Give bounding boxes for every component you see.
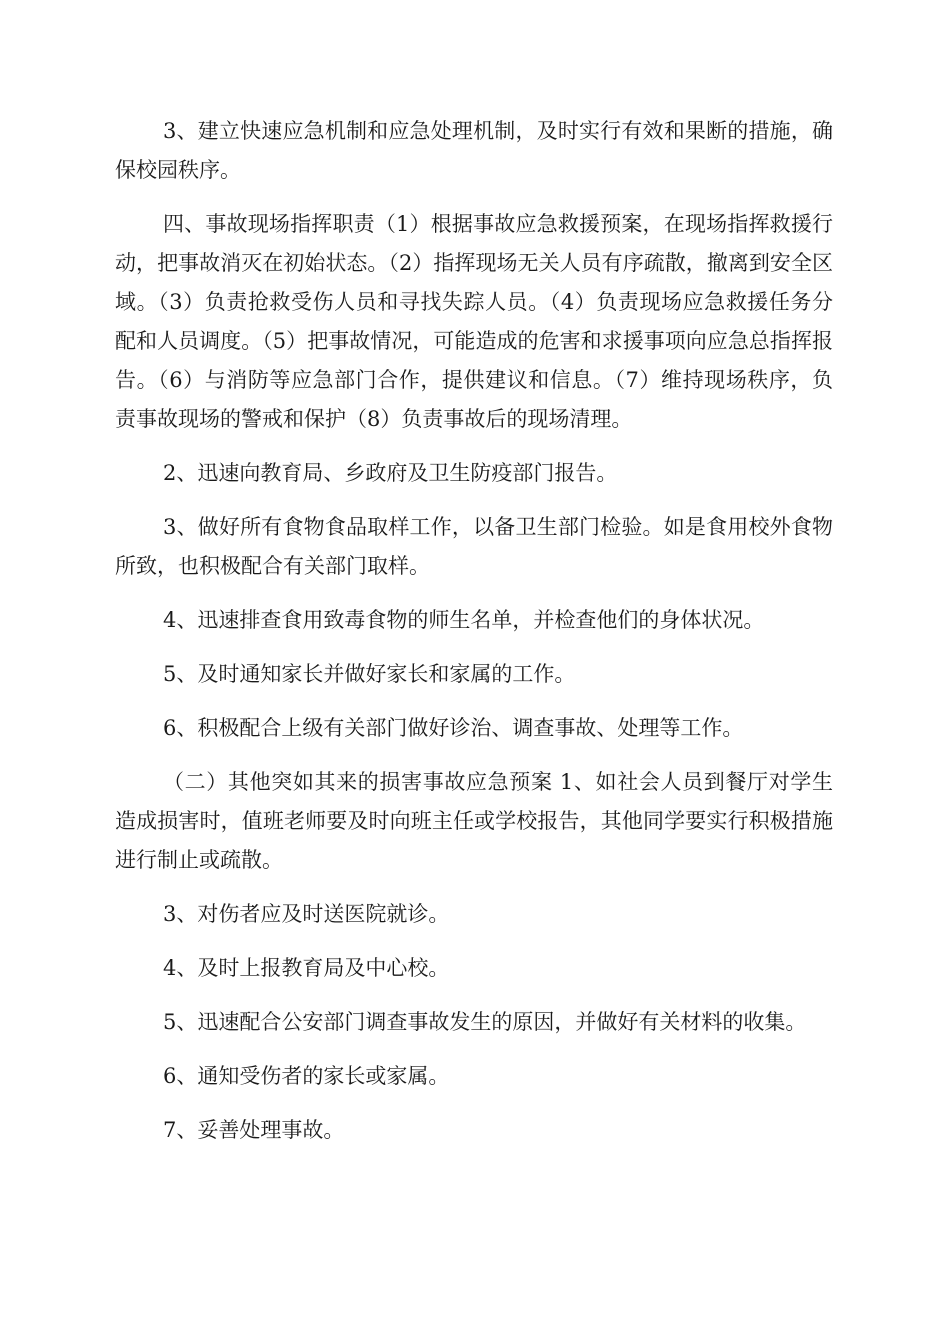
paragraph-3: 2、迅速向教育局、乡政府及卫生防疫部门报告。 — [163, 461, 618, 485]
paragraph-7: 6、积极配合上级有关部门做好诊治、调查事故、处理等工作。 — [163, 716, 744, 740]
paragraph-4: 3、做好所有食物食品取样工作，以备卫生部门检验。如是食用校外食物所致，也积极配合有关部门取样。 — [115, 515, 833, 578]
paragraph-5: 4、迅速排查食用致毒食物的师生名单，并检查他们的身体状况。 — [163, 608, 765, 632]
paragraph-9: 3、对伤者应及时送医院就诊。 — [163, 902, 450, 926]
document-body — [115, 112, 833, 1165]
paragraph-12: 6、通知受伤者的家长或家属。 — [163, 1064, 450, 1088]
paragraph-8: （二）其他突如其来的损害事故应急预案 1、如社会人员到餐厅对学生造成损害时，值班老师要及时向班主任或学校报告，其他同学要实行积极措施进行制止或疏散。 — [115, 770, 833, 872]
paragraph-6: 5、及时通知家长并做好家长和家属的工作。 — [163, 662, 576, 686]
paragraph-2: 四、事故现场指挥职责（1）根据事故应急救援预案，在现场指挥救援行动，把事故消灭在初始状态。（2）指挥现场无关人员有序疏散，撤离到安全区域。（3）负责抢救受伤人员和寻找失踪人员。（4）负责现场应急救援任务分配和人员调度。（5）把事故情况，可能造成的危害和求援事项向应急总指挥报告。（6）与消防等应急部门合作，提供建议和信息。（7）维持现场秩序，负责事故现场的警戒和保护（8）负责事故后的现场清理。 — [115, 212, 833, 431]
paragraph-10: 4、及时上报教育局及中心校。 — [163, 956, 450, 980]
paragraph-11: 5、迅速配合公安部门调查事故发生的原因，并做好有关材料的收集。 — [163, 1010, 807, 1034]
paragraph-13: 7、妥善处理事故。 — [163, 1118, 345, 1142]
paragraph-1: 3、建立快速应急机制和应急处理机制，及时实行有效和果断的措施，确保校园秩序。 — [115, 119, 833, 182]
